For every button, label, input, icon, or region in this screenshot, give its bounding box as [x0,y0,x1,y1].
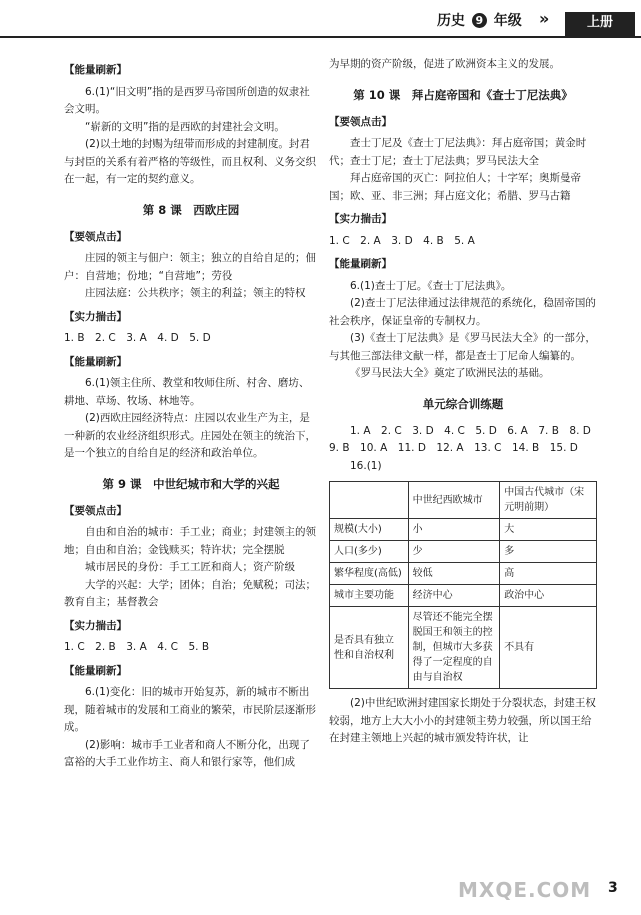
table-header-cell: 中国古代城市（宋元明前期） [500,482,597,519]
right-column [329,56,597,748]
lesson-10-title: 第 10 课 拜占庭帝国和《查士丁尼法典》 [353,87,573,102]
table-header-cell [330,482,409,519]
answer-text: 自由和自治的城市：手工业；商业；封建领主的领地；自由和自治；金钱赎买；特许状；完全摆脱 [64,526,316,556]
table-cell: 多 [500,541,597,563]
answer-text: 为早期的资产阶级，促进了欧洲资本主义的发展。 [329,58,560,70]
table-cell: 经济中心 [408,585,500,607]
table-row [330,541,597,563]
table-cell: 政治中心 [500,585,597,607]
section-tag: 【实力揣击】 [329,213,392,225]
volume-label: 上册 [565,12,635,36]
answer-text: 庄园法庭：公共秩序；领主的利益；领主的特权 [85,287,306,299]
answer-text: 拜占庭帝国的灭亡：阿拉伯人；十字军；奥斯曼帝国；欧、亚、非三洲；拜占庭文化；希腊、罗马古籍 [329,172,581,202]
answer-text: (2)影响：城市手工业者和商人不断分化，出现了富裕的大手工业作坊主、商人和银行家等，他们成 [64,738,310,768]
table-cell: 尽管还不能完全摆脱国王和领主的控制，但城市大多获得了一定程度的自由与自治权 [408,607,500,689]
choice-answers: 1. C 2. A 3. D 4. B 5. A [329,234,475,247]
table-row [330,585,597,607]
choice-answers: 1. A 2. C 3. D 4. C 5. D 6. A 7. B 8. D [350,424,591,437]
table-cell: 少 [408,541,500,563]
section-tag: 【能量刷新】 [64,664,127,677]
question-number: 16.(1) [350,459,382,472]
table-cell: 规模(大小) [330,519,409,541]
answer-text: 6.(1)“旧文明”指的是西罗马帝国所创造的奴隶社会文明。 [64,85,310,115]
table-row [330,519,597,541]
grade-number-badge: 9 [472,13,487,28]
table-cell: 城市主要功能 [330,585,409,607]
city-comparison-table [329,481,597,689]
answer-text: (2)查士丁尼法律通过法律规范的系统化，稳固帝国的社会秩序，保证皇帝的专制权力。 [329,297,596,327]
section-tag: 【要领点击】 [64,504,127,517]
header-rule [0,36,641,38]
table-header-cell: 中世纪西欧城市 [408,482,500,519]
answer-text: (3)《查士丁尼法典》是《罗马民法大全》的一部分，与其他三部法律文献一样，都是查士丁尼命人编纂的。 [329,332,596,362]
page-number: 3 [608,880,618,896]
table-cell: 繁华程度(高低) [330,563,409,585]
left-column [64,56,318,772]
choice-answers: 9. B 10. A 11. D 12. A 13. C 14. B 15. D [329,442,578,454]
answer-text: (2)中世纪欧洲封建国家长期处于分裂状态，封建王权较弱，地方上大大小小的封建领主势力较强，所以国王给在封建主领地上兴起的城市颁发特许状，让 [329,697,596,744]
answer-text: 6.(1)变化：旧的城市开始复苏，新的城市不断出现，随着城市的发展和工商业的繁荣，市民阶层逐渐形成。 [64,686,316,733]
section-tag: 【实力揣击】 [64,619,127,632]
lesson-8-title: 第 8 课 西欧庄园 [142,202,240,217]
answer-text: 庄园的领主与佃户：领主；独立的自给自足的；佃户：自营地；份地；“自营地”；劳役 [64,252,316,282]
choice-answers: 1. C 2. B 3. A 4. C 5. B [64,641,210,653]
grade-suffix: 年级 [493,13,522,29]
answer-text: (2)以土地的封赐为纽带而形成的封建制度。封君与封臣的关系有着严格的等级性，而且权利、义务交织在一起，有一定的契约意义。 [64,138,316,185]
table-row [330,607,597,689]
choice-answers: 1. B 2. C 3. A 4. D 5. D [64,332,211,344]
unit-review-title: 单元综合训练题 [422,396,504,411]
table-header-row [330,482,597,519]
table-cell: 人口(多少) [330,541,409,563]
subject-title [437,10,522,30]
answer-text: 6.(1)领主住所、教堂和牧师住所、村舍、磨坊、耕地、草场、牧场、林地等。 [64,377,310,407]
table-cell: 不具有 [500,607,597,689]
section-tag: 【能量刷新】 [64,64,127,76]
table-row [330,563,597,585]
section-tag: 【能量刷新】 [64,355,127,368]
double-chevron-icon: » [539,9,546,28]
answer-text: 城市居民的身份：手工工匠和商人；资产阶级 [85,561,295,573]
table-cell: 是否具有独立性和自治权利 [330,607,409,689]
answer-text: 6.(1)查士丁尼。《查士丁尼法典》。 [350,279,512,292]
table-cell: 大 [500,519,597,541]
section-tag: 【能量刷新】 [329,258,392,270]
page-header [0,0,641,44]
table-cell: 高 [500,563,597,585]
subject-label: 历史 [437,13,465,29]
table-cell: 较低 [408,563,500,585]
section-tag: 【实力揣击】 [64,310,127,323]
section-tag: 【要领点击】 [64,230,127,243]
answer-text: 查士丁尼及《查士丁尼法典》：拜占庭帝国；黄金时代；查士丁尼；查士丁尼法典；罗马民法大全 [329,137,587,167]
watermark: MXQE.COM [458,878,592,902]
section-tag: 【要领点击】 [329,115,392,128]
answer-text: “崭新的文明”指的是西欧的封建社会文明。 [85,120,285,133]
table-cell: 小 [408,519,500,541]
answer-text: (2)西欧庄园经济特点：庄园以农业生产为主，是一种新的农业经济组织形式。庄园处在领主的统治下，是一个独立的自给自足的经济和政治单位。 [64,412,316,459]
answer-text: 《罗马民法大全》奠定了欧洲民法的基础。 [350,367,550,379]
answer-text: 大学的兴起：大学；团体；自治；免赋税；司法；教育自主；基督教会 [64,578,316,608]
lesson-9-title: 第 9 课 中世纪城市和大学的兴起 [102,476,280,491]
